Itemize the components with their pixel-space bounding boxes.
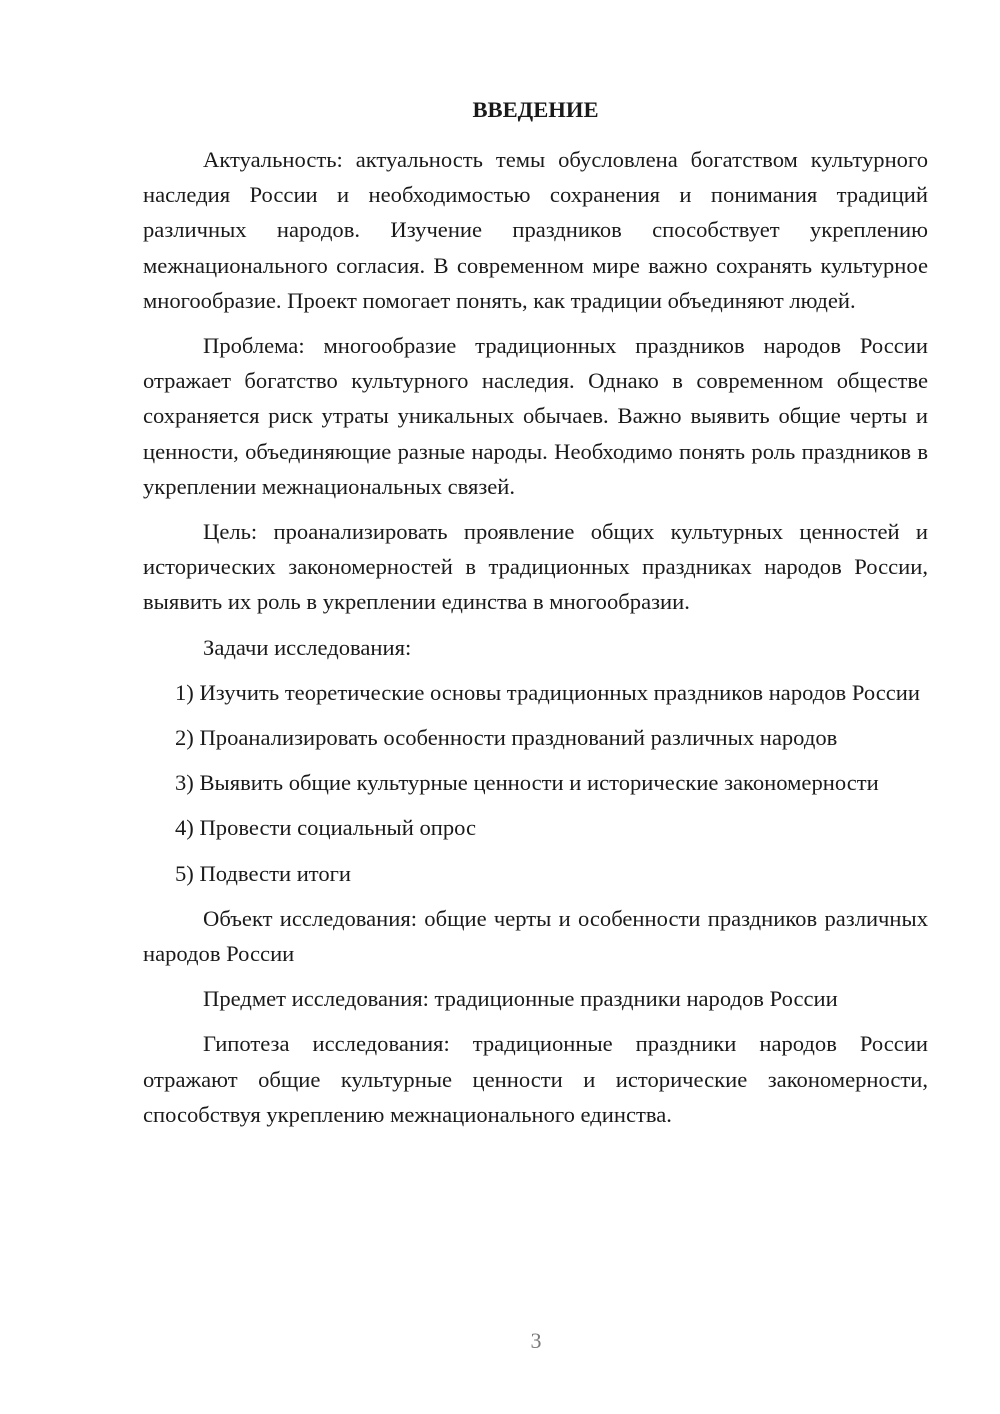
goal-paragraph: Цель: проанализировать проявление общих культурных ценностей и исторических закономерностей в традиционных праздниках народов России, выявить их роль в укреплении единства в многообразии.	[143, 519, 928, 615]
task-item-1: 1) Изучить теоретические основы традиционных праздников народов России	[175, 679, 920, 705]
task-item-4: 4) Провести социальный опрос	[175, 815, 477, 841]
task-item-2: 2) Проанализировать особенности празднований различных народов	[175, 725, 838, 751]
problem-paragraph: Проблема: многообразие традиционных праздников народов России отражает богатство культурного наследия. Однако в современном обществе сохраняется риск утраты уникальных обычаев. Важно выявить общие черты и ценности, объединяющие разные народы. Необходимо понять роль праздников в укреплении межнациональных связей.	[143, 333, 928, 499]
research-subject-paragraph: Предмет исследования: традиционные праздники народов России	[203, 986, 838, 1012]
page-number: 3	[530, 1328, 542, 1353]
tasks-title: Задачи исследования:	[203, 634, 412, 660]
research-object-paragraph: Объект исследования: общие черты и особенности праздников различных народов России	[143, 905, 928, 967]
section-heading: ВВЕДЕНИЕ	[472, 97, 599, 122]
relevance-paragraph: Актуальность: актуальность темы обусловлена богатством культурного наследия России и необходимостью сохранения и понимания традиций различных народов. Изучение праздников способствует укреплению межнационального согласия. В современном мире важно сохранять культурное многообразие. Проект помогает понять, как традиции объединяют людей.	[143, 147, 928, 313]
task-item-5: 5) Подвести итоги	[175, 860, 352, 886]
hypothesis-paragraph: Гипотеза исследования: традиционные праздники народов России отражают общие культурные ценности и исторические закономерности, способствуя укреплению межнационального единства.	[143, 1031, 928, 1127]
task-item-3: 3) Выявить общие культурные ценности и исторические закономерности	[175, 770, 879, 796]
document-page	[143, 92, 928, 1142]
